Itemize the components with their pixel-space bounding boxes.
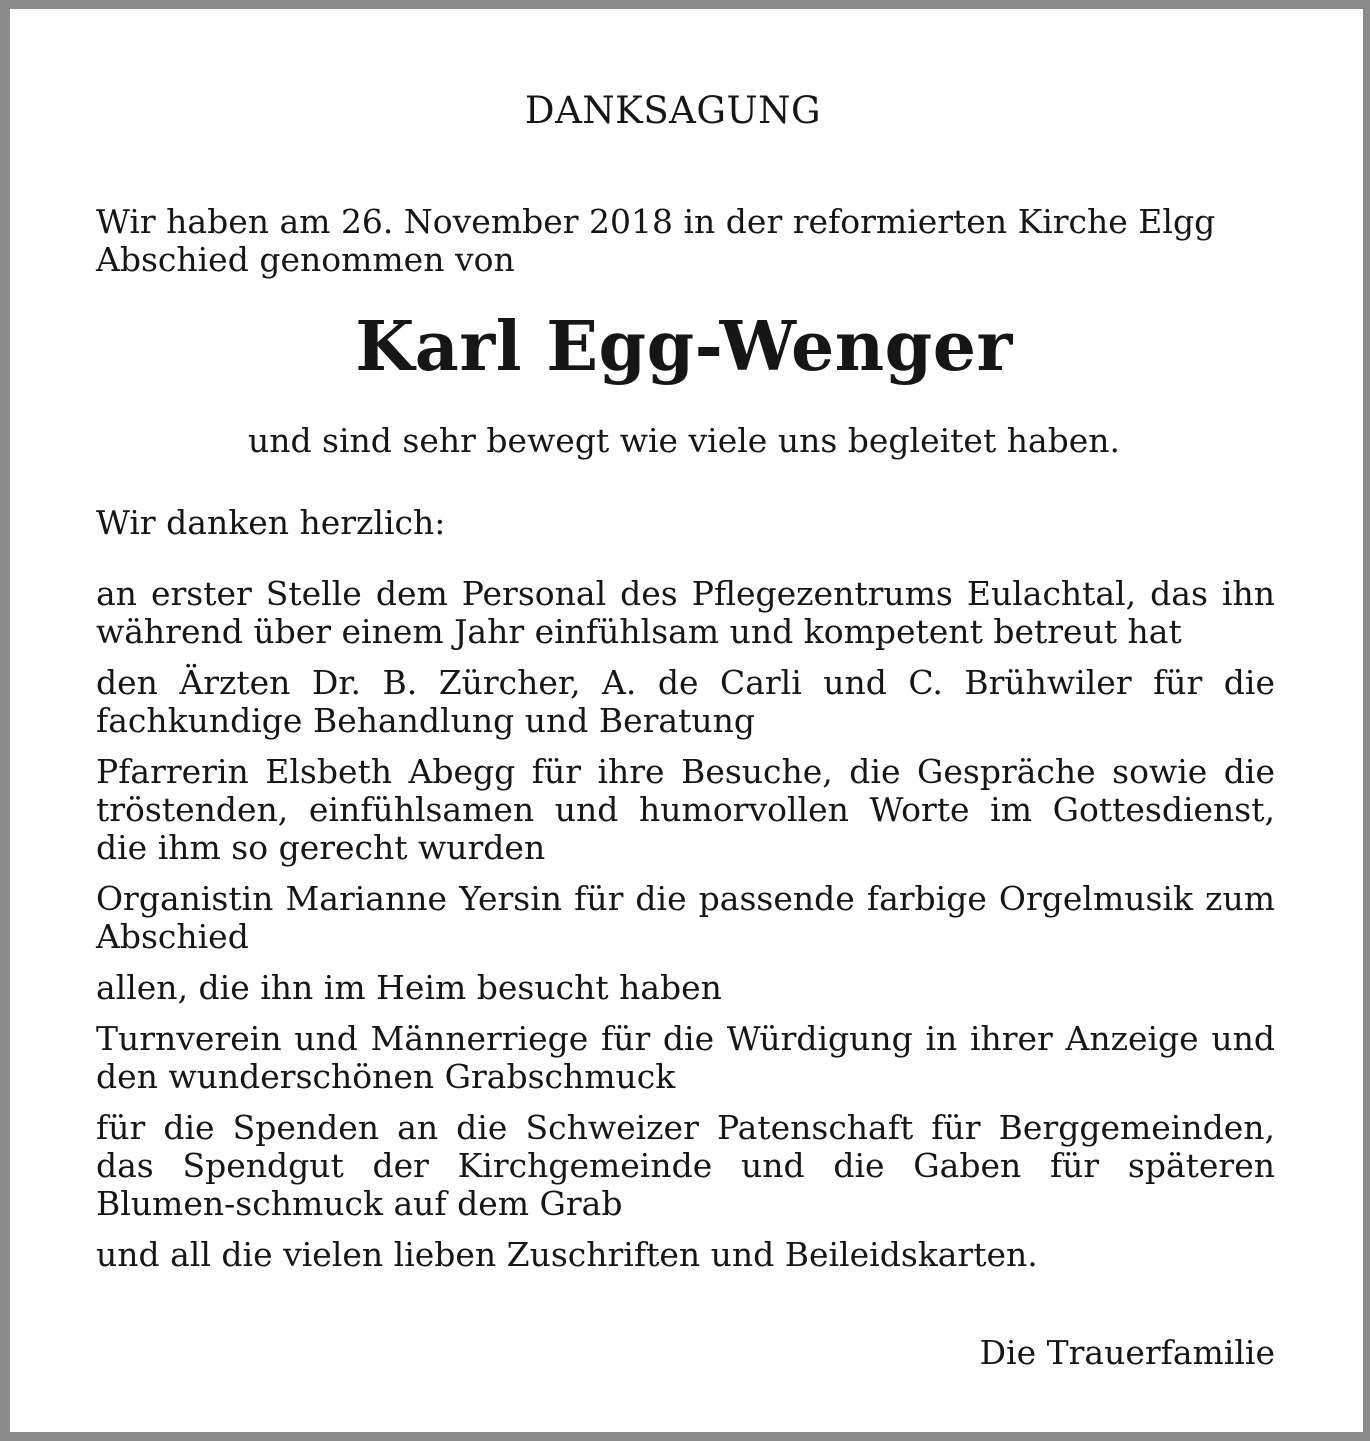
list-item: den Ärzten Dr. B. Zürcher, A. de Carli und C. Brühwiler für die fachkundige Behandlung und Beratung <box>96 663 1275 740</box>
thanks-list <box>96 575 1275 1287</box>
subline-text: und sind sehr bewegt wie viele uns begleitet haben. <box>247 421 1121 460</box>
list-item: allen, die ihn im Heim besucht haben <box>96 968 722 1007</box>
list-item: an erster Stelle dem Personal des Pflegezentrums Eulachtal, das ihn während über einem Jahr einfühlsam und kompetent betreut hat <box>96 574 1275 651</box>
list-item: für die Spenden an die Schweizer Patenschaft für Berggemeinden, das Spendgut der Kirchgemeinde und die Gaben für späteren Blumen-schmuck auf dem Grab <box>96 1108 1275 1223</box>
list-item: Turnverein und Männerriege für die Würdigung in ihrer Anzeige und den wunderschönen Grabschmuck <box>96 1019 1275 1096</box>
intro-text: Wir haben am 26. November 2018 in der reformierten Kirche Elgg Abschied genommen von <box>96 202 1216 279</box>
list-item: Pfarrerin Elsbeth Abegg für ihre Besuche, die Gespräche sowie die tröstenden, einfühlsamen und humorvollen Worte im Gottesdienst, die ihm so gerecht wurden <box>96 752 1275 867</box>
notice-heading: DANKSAGUNG <box>524 89 822 132</box>
deceased-name: Karl Egg-Wenger <box>355 307 1013 387</box>
signature: Die Trauerfamilie <box>979 1333 1275 1372</box>
list-item: und all die vielen lieben Zuschriften und Beileidskarten. <box>96 1235 1038 1274</box>
list-item: Organistin Marianne Yersin für die passende farbige Orgelmusik zum Abschied <box>96 879 1275 956</box>
thanks-intro: Wir danken herzlich: <box>96 503 446 542</box>
